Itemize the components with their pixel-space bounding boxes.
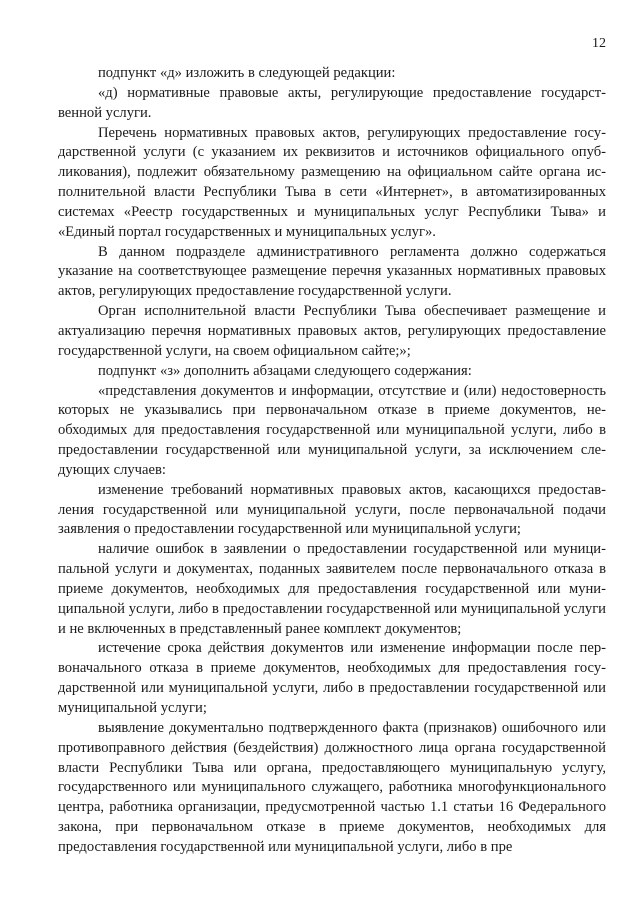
paragraph: изменение требований нормативных правовых актов, касающихся предоставления государственной или муниципальной услуги, после первоначальной подачи заявления о предоставлении государственной или муниципальной услуги; bbox=[58, 481, 606, 538]
paragraph: Орган исполнительной власти Республики Тыва обеспечивает размещение и актуализацию перечня нормативных правовых актов, регулирующих предоставление государственной услуги, на своем официальном сайте;»; bbox=[58, 303, 606, 359]
paragraph: подпункт «д» изложить в следующей редакции: bbox=[98, 65, 396, 81]
page-number: 12 bbox=[592, 36, 606, 51]
paragraph: «д) нормативные правовые акты, регулирующие предоставление государственной услуги. bbox=[58, 84, 606, 121]
paragraph: истечение срока действия документов или изменение информации после первоначального отказа в приеме документов, необходимых для предоставления государственной или муниципальной услуги, либо в предоставлении государственной или муниципальной услуги; bbox=[58, 640, 606, 716]
paragraph: наличие ошибок в заявлении о предоставлении государственной или муниципальной услуги и документах, поданных заявителем после первоначального отказа в приеме документов, необходимых для предоставления государственной или муниципальной услуги, либо в предоставлении государственной или муниципальной услуги и не включенных в представленный ранее комплект документов; bbox=[58, 541, 606, 637]
document-body bbox=[58, 64, 606, 858]
paragraph: «представления документов и информации, отсутствие и (или) недостоверность которых не указывались при первоначальном отказе в приеме документов, необходимых для предоставления государственной или муниципальной услуги, либо в предоставлении государственной или муниципальной услуги, за исключением следующих случаев: bbox=[58, 382, 606, 478]
paragraph: В данном подразделе административного регламента должно содержаться указание на соответствующее размещение перечня указанных нормативных правовых актов, регулирующих предоставление государственной услуги. bbox=[58, 243, 606, 300]
paragraph: выявление документально подтвержденного факта (признаков) ошибочного или противоправного действия (бездействия) должностного лица органа государственной власти Республики Тыва или органа, предоставляющего муниципальную услугу, государственного или муниципального служащего, работника многофункционального центра, работника организации, предусмотренной частью 1.1 статьи 16 Федерального закона, при первоначальном отказе в приеме документов, необходимых для предоставления государственной или муниципальной услуги, либо в пре bbox=[58, 719, 606, 855]
paragraph: Перечень нормативных правовых актов, регулирующих предоставление государственной услуги (с указанием их реквизитов и источников официального опубликования), подлежит обязательному размещению на официальном сайте органа исполнительной власти Республики Тыва в сети «Интернет», в автоматизированных системах «Реестр государственных и муниципальных услуг Республики Тыва» и «Единый портал государственных и муниципальных услуг». bbox=[58, 124, 606, 240]
paragraph: подпункт «з» дополнить абзацами следующего содержания: bbox=[98, 362, 472, 379]
